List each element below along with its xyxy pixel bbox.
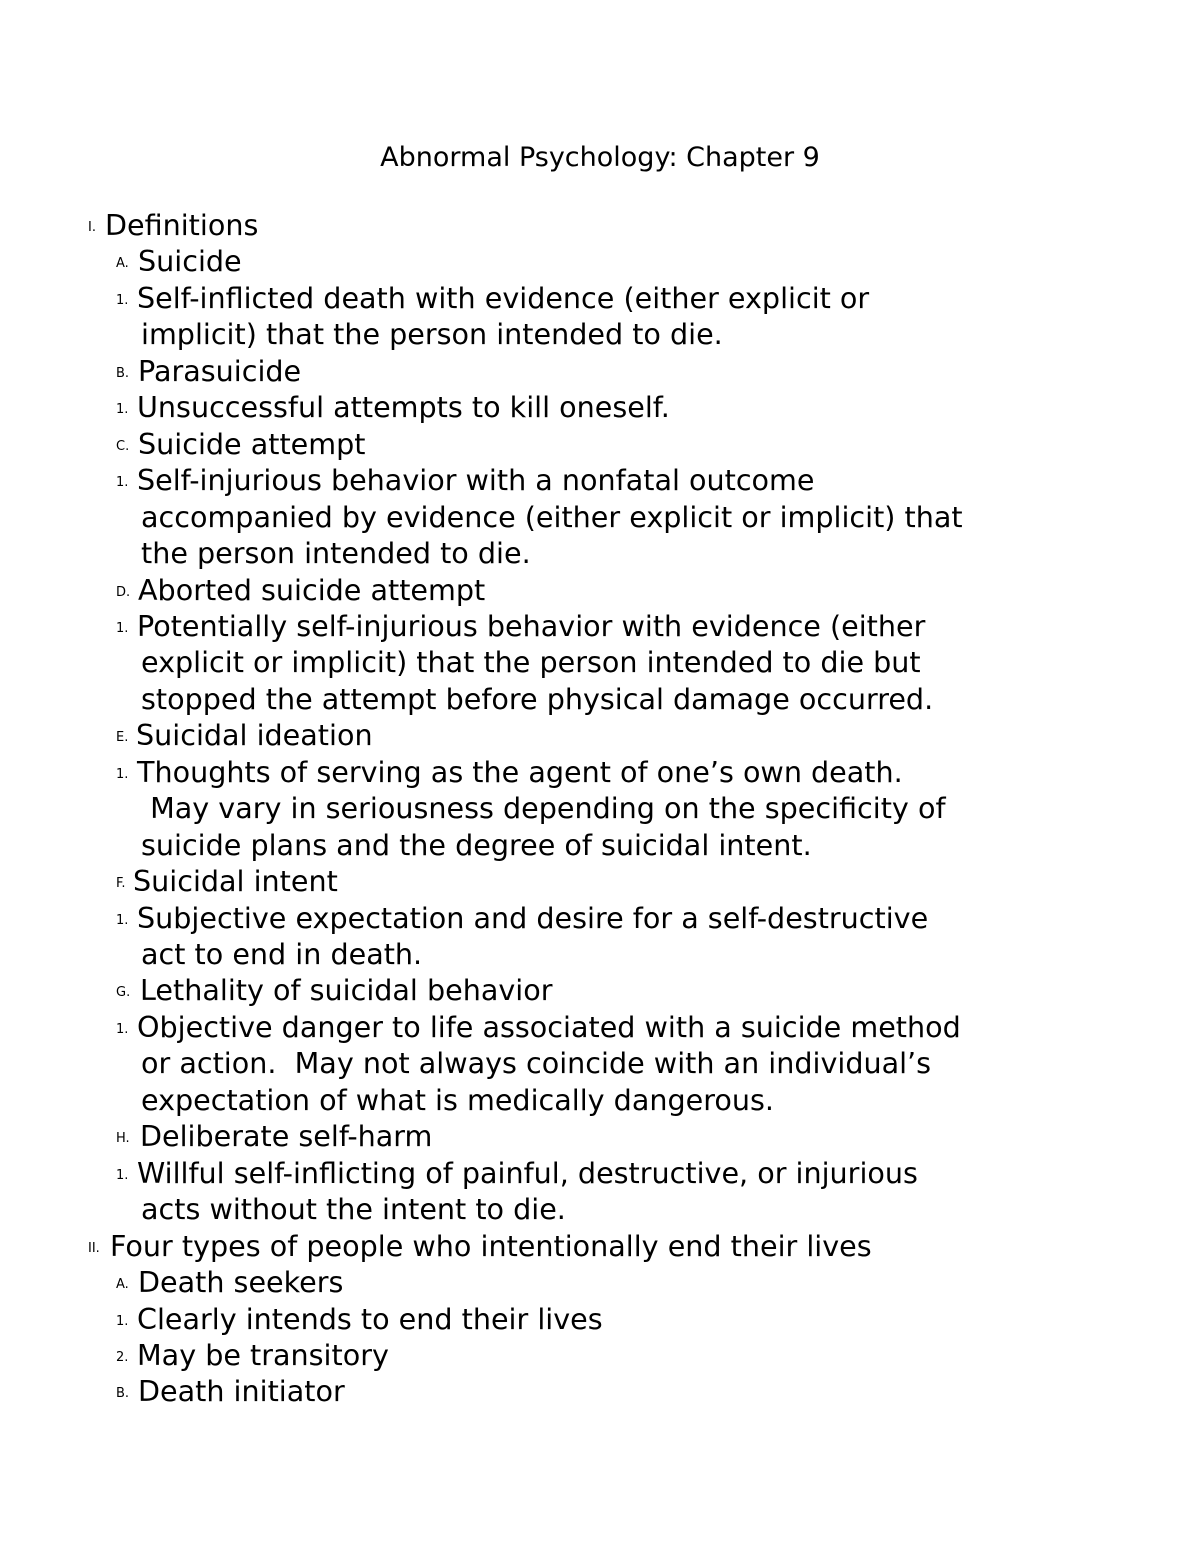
list-marker: B. bbox=[116, 365, 130, 381]
list-item-text: Aborted suicide attempt bbox=[138, 572, 486, 607]
list-item-text: Lethality of suicidal behavior bbox=[140, 973, 553, 1008]
list-item-text: Definitions bbox=[105, 208, 259, 242]
list-item-text: accompanied by evidence (either explicit or implicit) that bbox=[141, 499, 963, 534]
list-item-text: Suicidal ideation bbox=[136, 718, 373, 753]
list-item-text: acts without the intent to die. bbox=[141, 1192, 566, 1227]
list-marker: D. bbox=[116, 584, 131, 600]
list-marker: A. bbox=[116, 1277, 129, 1293]
list-item-text: Clearly intends to end their lives bbox=[137, 1301, 603, 1336]
list-item-text: Death seekers bbox=[138, 1265, 344, 1300]
list-item-text: Death initiator bbox=[138, 1374, 345, 1409]
list-item-text: Suicidal intent bbox=[133, 864, 338, 899]
list-marker: 1. bbox=[116, 1313, 129, 1329]
list-marker: G. bbox=[116, 985, 131, 1001]
list-marker: H. bbox=[116, 1131, 130, 1147]
list-marker: A. bbox=[116, 256, 129, 272]
list-item-text: or action. May not always coincide with an individual’s bbox=[141, 1046, 932, 1081]
list-marker: 1. bbox=[116, 1021, 129, 1037]
list-marker: F. bbox=[116, 876, 126, 892]
list-marker: E. bbox=[116, 730, 129, 746]
list-item-text: Deliberate self-harm bbox=[140, 1119, 433, 1154]
list-item-text: Unsuccessful attempts to kill oneself. bbox=[137, 390, 670, 425]
list-marker: 1. bbox=[116, 1167, 129, 1183]
list-marker: C. bbox=[116, 438, 130, 454]
list-item-text: stopped the attempt before physical damage occurred. bbox=[141, 681, 934, 716]
list-item-text: Willful self-inflicting of painful, destructive, or injurious bbox=[137, 1155, 918, 1190]
list-item-text: Self-injurious behavior with a nonfatal outcome bbox=[137, 463, 815, 498]
list-item-text: Thoughts of serving as the agent of one’s own death. bbox=[137, 754, 903, 789]
list-marker: 2. bbox=[116, 1349, 129, 1365]
list-marker: B. bbox=[116, 1386, 130, 1402]
list-item-text: Four types of people who intentionally end their lives bbox=[110, 1228, 872, 1263]
list-marker: II. bbox=[88, 1240, 100, 1256]
list-item-text: act to end in death. bbox=[141, 937, 423, 971]
list-item-text: May be transitory bbox=[137, 1337, 389, 1372]
list-marker: 1. bbox=[116, 620, 129, 636]
list-item-text: expectation of what is medically dangerous. bbox=[141, 1082, 774, 1117]
list-item-text: Parasuicide bbox=[138, 353, 302, 388]
list-marker: 1. bbox=[116, 402, 129, 418]
list-item-text: May vary in seriousness depending on the specificity of bbox=[141, 791, 946, 826]
list-item-text: implicit) that the person intended to die. bbox=[141, 317, 723, 352]
list-marker: 1. bbox=[116, 912, 129, 928]
list-item-text: the person intended to die. bbox=[141, 536, 531, 571]
list-item-text: Objective danger to life associated with a suicide method bbox=[137, 1009, 961, 1044]
list-marker: I. bbox=[88, 220, 96, 235]
list-item-text: Potentially self-injurious behavior with evidence (either bbox=[137, 608, 926, 643]
list-marker: 1. bbox=[116, 766, 129, 782]
list-item-text: Suicide attempt bbox=[138, 426, 366, 461]
list-marker: 1. bbox=[116, 475, 129, 491]
list-item-text: Subjective expectation and desire for a self-destructive bbox=[137, 900, 929, 935]
list-item-text: Self-inflicted death with evidence (either explicit or bbox=[137, 280, 870, 315]
list-marker: 1. bbox=[116, 292, 129, 308]
list-item-text: suicide plans and the degree of suicidal intent. bbox=[141, 827, 812, 862]
list-item-text: explicit or implicit) that the person intended to die but bbox=[141, 645, 921, 680]
list-item-text: Suicide bbox=[138, 244, 242, 279]
document-title: Abnormal Psychology: Chapter 9 bbox=[380, 142, 820, 173]
